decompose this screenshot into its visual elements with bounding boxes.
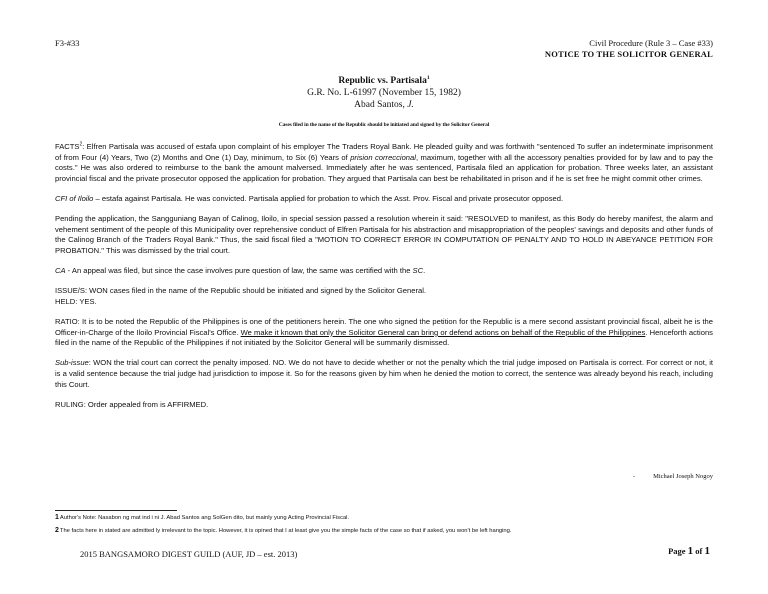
case-title: Republic vs. Partisala$^1$: [338, 75, 430, 87]
ca-paragraph: CA - An appeal was filed, but since the case involves pure question of law, the same was certified with the SC.: [55, 266, 426, 276]
ratio-doctrine-underlined: We make it known that only the Solicitor General can bring or defend actions on behalf of the Republic of the Philippines: [240, 327, 646, 337]
author-signature: - Michael Joseph Nogoy: [632, 473, 713, 480]
doctrine-statement: Cases filed in the name of the Republic should be initiated and signed by the Solicitor General: [278, 122, 490, 128]
ratio-paragraph: RATIO: It is to be noted the Republic of the Philippines is one of the petitioners herein. The one who signed the petition for the Republic is a mere second assistant provincial fiscal, albeit he is the Officer-in-Charge of the Iloilo Provincial Fiscal's Office. We make it known that only the Solicitor General can bring or defend actions on behalf of the Republic of the Philippines. Henceforth actions filed in the name of the Republic of the Philippines if not initiated by the Solicitor General will be summarily dismissed.: [55, 317, 713, 348]
case-ponente: Abad Santos, J.: [354, 100, 414, 111]
held-text: HELD: YES.: [55, 296, 97, 306]
case-title-block: [0, 72, 768, 111]
ruling-paragraph: RULING: Order appealed from is AFFIRMED.: [55, 399, 209, 409]
header-subject: Civil Procedure (Rule 3 – Case #33): [589, 38, 713, 48]
footnote-ref-1: 1: [426, 75, 430, 81]
cfi-paragraph: CFI of Iloilo – estafa against Partisala. He was convicted. Partisala applied for probation to which the Asst. Prov. Fiscal and private prosecutor opposed.: [55, 193, 564, 203]
case-gr-number: G.R. No. L-61997 (November 15, 1982): [307, 88, 461, 99]
page-number: Page 1 of 1: [668, 545, 710, 557]
footer-guild: 2015 BANGSAMORO DIGEST GUILD (AUF, JD – est. 2013): [80, 549, 298, 559]
footnote-ref-2: 2: [79, 141, 83, 148]
footnote-2: 2The facts here in stated are admitted ly irrelevant to the topic. However, it is opined that I at least give you the simple facts of the case so that if asked, you won't be left hanging.: [55, 527, 512, 534]
document-code: F3-#33: [55, 38, 80, 48]
subissue-paragraph: Sub-issue: WON the trial court can correct the penalty imposed. NO. We do not have to decide whether or not the penalty which the trial judge imposed on Partisala is correct. For correct or not, it is a valid sentence because the trial judge had jurisdiction to impose it. So for the reasons given by him when he denied the motion to correct, the sentence was already beyond his reach, including this Court.: [55, 358, 713, 389]
issue-text: ISSUE/S: WON cases filed in the name of the Republic should be initiated and signed by the Solicitor General.: [55, 286, 427, 296]
pending-paragraph: Pending the application, the Sangguniang Bayan of Calinog, Iloilo, in special session passed a resolution wherein it said: "RESOLVED to manifest, as this Body do hereby manifest, the alarm and vehement sentiment of the people of this Municipality over reprehensive conduct of Elfren Partisala for his abstraction and misappropriation of the peoples' savings and deposits and other funds of the Calinog Branch of the Traders Royal Bank." Thus, the said fiscal filed a "MOTION TO CORRECT ERROR IN COMPUTATION OF PENALTY AND TO HOLD IN ABEYANCE PETITION FOR PROBATION." This was dismissed by the trial court.: [55, 214, 713, 255]
footnote-1: 1Author's Note: Nasabon ng mat ind i ni J. Abad Santos ang SolGen dito, but mainly yung Acting Provincial Fiscal.: [55, 514, 350, 521]
running-header: [545, 38, 713, 60]
issue-paragraph: [55, 286, 713, 307]
facts-paragraph: FACTS$^2$: Elfren Partisala was accused of estafa upon complaint of his employer The Traders Royal Bank. He pleaded guilty and was forthwith "sentenced To suffer an indeterminate imprisonment of from Four (4) Years, Two (2) Months and One (1) Day, minimum, to Six (6) Years of prision correccional, maximum, together with all the accessory penalties provided for by law and to pay the costs." He was also ordered to reimburse to the bank the amount malversed. Immediately after he was sentenced, Partisala filed an application for probation. Three weeks later, an assistant provincial fiscal and the private prosecutor opposed the application for probation. They argued that Partisala can best be rehabilitated in prison and if he is set free he might commit other crimes.: [55, 141, 713, 183]
footnote-divider: [55, 510, 177, 511]
header-topic: NOTICE TO THE SOLICITOR GENERAL: [544, 49, 713, 59]
digest-body: [55, 142, 713, 420]
